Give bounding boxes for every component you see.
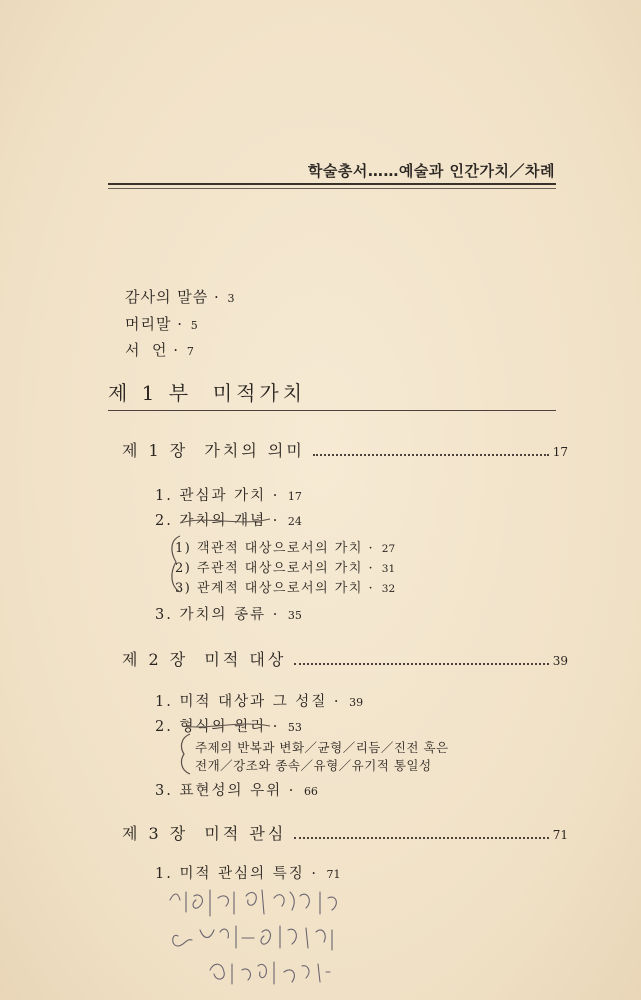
pencil-brace-mark — [172, 730, 194, 776]
header-rule-thin — [108, 188, 556, 189]
toc-chapter-1[interactable] — [122, 438, 568, 461]
toc-subsection[interactable]: 3) 관계적 대상으로서의 가치 · 32 — [175, 581, 396, 596]
header-rule-thick — [108, 183, 556, 185]
section-page: 53 — [287, 721, 302, 734]
section-label: 1. 미적 대상과 그 성질 — [155, 694, 328, 710]
entry-label: 감사의 말씀 — [125, 288, 209, 306]
subsection-label: 1) 객관적 대상으로서의 가치 — [175, 541, 363, 556]
section-page: 66 — [303, 785, 318, 798]
toc-section[interactable]: 2. 가치의 개념 · 24 — [155, 513, 302, 529]
entry-page: 5 — [190, 319, 199, 332]
section-label: 1. 미적 관심의 특징 — [155, 866, 305, 882]
dot-leader — [294, 663, 548, 665]
toc-section[interactable]: 1. 미적 대상과 그 성질 · 39 — [155, 694, 364, 710]
toc-entry-acknowledgements[interactable]: 감사의 말씀 · 3 — [125, 288, 236, 306]
handwritten-note-signature — [150, 880, 410, 990]
chapter-page: 17 — [552, 445, 568, 459]
toc-chapter-3[interactable] — [122, 821, 568, 844]
toc-section[interactable]: 3. 가치의 종류 · 35 — [155, 607, 302, 623]
entry-page: 3 — [227, 292, 236, 305]
section-page: 39 — [349, 696, 364, 709]
section-label: 2. 형식의 원리 — [155, 719, 267, 735]
toc-subsection[interactable]: 2) 주관적 대상으로서의 가치 · 31 — [175, 561, 396, 576]
chapter-page: 71 — [552, 828, 568, 842]
section-label: 3. 가치의 종류 — [155, 607, 267, 623]
topics-line: 주제의 반복과 변화／균형／리듬／진전 혹은 — [195, 740, 449, 755]
section-label: 1. 관심과 가치 — [155, 488, 267, 504]
chapter-title: 제 3 장 미적 관심 — [122, 824, 287, 843]
chapter-title: 제 1 장 가치의 의미 — [122, 441, 305, 460]
part-title: 제 1 부 미적가치 — [108, 381, 307, 405]
section-page: 71 — [326, 868, 341, 881]
subsection-label: 3) 관계적 대상으로서의 가치 — [175, 581, 363, 596]
toc-section[interactable]: 1. 관심과 가치 · 17 — [155, 488, 302, 504]
toc-entry-preface[interactable]: 머리말 · 5 — [125, 315, 199, 333]
toc-section[interactable]: 1. 미적 관심의 특징 · 71 — [155, 866, 341, 882]
subsection-page: 31 — [381, 563, 396, 575]
entry-label: 머리말 — [125, 315, 172, 333]
toc-chapter-2[interactable] — [122, 647, 568, 670]
toc-section[interactable]: 2. 형식의 원리 · 53 — [155, 719, 302, 735]
running-header: 학술총서……예술과 인간가치／차례 — [307, 162, 555, 180]
toc-section[interactable]: 3. 표현성의 우위 · 66 — [155, 783, 318, 799]
topics-line: 전개／강조와 종속／유형／유기적 통일성 — [195, 758, 432, 773]
section-label: 2. 가치의 개념 — [155, 513, 267, 529]
dot-leader — [294, 837, 548, 839]
section-page: 35 — [287, 609, 302, 622]
entry-label: 서 언 — [125, 341, 168, 359]
section-page: 24 — [287, 515, 302, 528]
chapter-title: 제 2 장 미적 대상 — [122, 650, 287, 669]
subsection-page: 27 — [381, 543, 396, 555]
subsection-label: 2) 주관적 대상으로서의 가치 — [175, 561, 363, 576]
toc-entry-introduction[interactable]: 서 언 · 7 — [125, 341, 195, 359]
toc-subsection[interactable]: 1) 객관적 대상으로서의 가치 · 27 — [175, 541, 396, 556]
chapter-page: 39 — [552, 654, 568, 668]
subsection-page: 32 — [381, 583, 396, 595]
entry-page: 7 — [186, 345, 195, 358]
pencil-brace-mark — [164, 532, 184, 596]
pencil-underline-mark — [178, 511, 274, 527]
section-page: 17 — [287, 490, 302, 503]
section-label: 3. 표현성의 우위 — [155, 783, 283, 799]
dot-leader — [313, 454, 549, 456]
part-rule — [108, 410, 556, 411]
pencil-underline-mark — [180, 716, 274, 732]
